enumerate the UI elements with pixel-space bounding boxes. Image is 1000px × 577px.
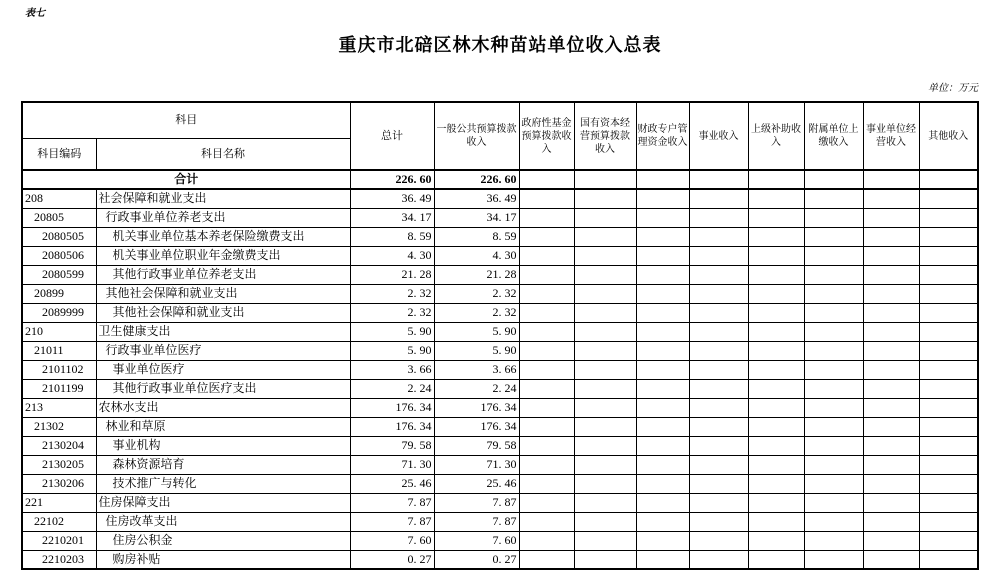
- header-state-capital-budget-income: 国有资本经营预算拨款收入: [574, 102, 636, 170]
- subject-name-cell: 卫生健康支出: [96, 322, 350, 341]
- empty-value-cell: [636, 417, 689, 436]
- empty-value-cell: [689, 379, 748, 398]
- general-public-budget-value-cell: 2. 32: [434, 303, 519, 322]
- empty-value-cell: [636, 303, 689, 322]
- empty-value-cell: [519, 303, 574, 322]
- total-value-cell: 7. 87: [350, 493, 434, 512]
- empty-value-cell: [519, 227, 574, 246]
- empty-value-cell: [574, 208, 636, 227]
- empty-value-cell: [574, 531, 636, 550]
- subject-name-cell: 其他行政事业单位医疗支出: [96, 379, 350, 398]
- empty-value-cell: [689, 189, 748, 208]
- empty-value-cell: [748, 550, 804, 569]
- table-row: [22, 284, 978, 303]
- table-row: [22, 322, 978, 341]
- subject-code-cell: 2210203: [22, 550, 96, 569]
- general-public-budget-value-cell: 25. 46: [434, 474, 519, 493]
- table-row: [22, 474, 978, 493]
- empty-value-cell: [574, 512, 636, 531]
- empty-value-cell: [574, 474, 636, 493]
- empty-value-cell: [804, 493, 863, 512]
- empty-value-cell: [919, 227, 978, 246]
- subject-name-cell: 森林资源培育: [96, 455, 350, 474]
- general-public-budget-value-cell: 7. 87: [434, 493, 519, 512]
- empty-value-cell: [519, 341, 574, 360]
- subject-code-cell: 210: [22, 322, 96, 341]
- empty-value-cell: [919, 531, 978, 550]
- total-value-cell: 4. 30: [350, 246, 434, 265]
- unit-note: 单位：万元: [928, 83, 978, 94]
- subject-code-cell: 21011: [22, 341, 96, 360]
- table-row: [22, 398, 978, 417]
- empty-value-cell: [636, 493, 689, 512]
- empty-value-cell: [748, 265, 804, 284]
- empty-value-cell: [804, 436, 863, 455]
- empty-value-cell: [519, 379, 574, 398]
- subject-name-cell: 农林水支出: [96, 398, 350, 417]
- empty-value-cell: [574, 341, 636, 360]
- header-superior-subsidy-income: 上级补助收入: [748, 102, 804, 170]
- empty-value-cell: [748, 303, 804, 322]
- empty-value-cell: [919, 265, 978, 284]
- general-public-budget-value-cell: 5. 90: [434, 341, 519, 360]
- subject-code-cell: 213: [22, 398, 96, 417]
- subject-code-cell: 2130204: [22, 436, 96, 455]
- header-affiliated-unit-remittance-income: 附属单位上缴收入: [804, 102, 863, 170]
- empty-value-cell: [748, 284, 804, 303]
- empty-value-cell: [804, 550, 863, 569]
- empty-value-cell: [519, 189, 574, 208]
- empty-value-cell: [689, 493, 748, 512]
- empty-value-cell: [689, 455, 748, 474]
- empty-value-cell: [574, 379, 636, 398]
- subject-code-cell: 2080506: [22, 246, 96, 265]
- empty-value-cell: [574, 360, 636, 379]
- empty-value-cell: [636, 550, 689, 569]
- empty-value-cell: [804, 417, 863, 436]
- subject-code-cell: 208: [22, 189, 96, 208]
- empty-value-cell: [689, 208, 748, 227]
- empty-value-cell: [919, 360, 978, 379]
- general-public-budget-value-cell: 21. 28: [434, 265, 519, 284]
- empty-value-cell: [519, 550, 574, 569]
- empty-value-cell: [689, 360, 748, 379]
- general-public-budget-value-cell: 3. 66: [434, 360, 519, 379]
- general-public-budget-value-cell: 4. 30: [434, 246, 519, 265]
- subject-code-cell: 20899: [22, 284, 96, 303]
- general-public-budget-value-cell: 5. 90: [434, 322, 519, 341]
- empty-value-cell: [919, 170, 978, 189]
- table-row: [22, 379, 978, 398]
- subject-name-cell: 机关事业单位职业年金缴费支出: [96, 246, 350, 265]
- subject-name-cell: 行政事业单位医疗: [96, 341, 350, 360]
- subject-name-cell: 社会保障和就业支出: [96, 189, 350, 208]
- empty-value-cell: [863, 265, 919, 284]
- empty-value-cell: [689, 284, 748, 303]
- empty-value-cell: [636, 474, 689, 493]
- subject-code-cell: 2089999: [22, 303, 96, 322]
- table-row: [22, 512, 978, 531]
- table-row: [22, 455, 978, 474]
- empty-value-cell: [519, 265, 574, 284]
- empty-value-cell: [689, 417, 748, 436]
- empty-value-cell: [689, 531, 748, 550]
- subject-name-cell: 其他社会保障和就业支出: [96, 284, 350, 303]
- table-row: [22, 360, 978, 379]
- general-public-budget-value-cell: 7. 87: [434, 512, 519, 531]
- empty-value-cell: [804, 531, 863, 550]
- empty-value-cell: [863, 284, 919, 303]
- general-public-budget-value-cell: 2. 24: [434, 379, 519, 398]
- total-row-label: 合计: [22, 170, 350, 189]
- total-value-cell: 3. 66: [350, 360, 434, 379]
- empty-value-cell: [804, 170, 863, 189]
- empty-value-cell: [863, 550, 919, 569]
- empty-value-cell: [863, 360, 919, 379]
- empty-value-cell: [748, 417, 804, 436]
- general-public-budget-value-cell: 34. 17: [434, 208, 519, 227]
- header-subject-code: 科目编码: [22, 138, 96, 170]
- subject-code-cell: 22102: [22, 512, 96, 531]
- empty-value-cell: [919, 436, 978, 455]
- total-value-cell: 34. 17: [350, 208, 434, 227]
- empty-value-cell: [919, 322, 978, 341]
- empty-value-cell: [519, 284, 574, 303]
- empty-value-cell: [574, 284, 636, 303]
- empty-value-cell: [804, 341, 863, 360]
- empty-value-cell: [804, 360, 863, 379]
- empty-value-cell: [863, 208, 919, 227]
- empty-value-cell: [919, 246, 978, 265]
- empty-value-cell: [919, 550, 978, 569]
- empty-value-cell: [804, 208, 863, 227]
- table-row: [22, 303, 978, 322]
- general-public-budget-value-cell: 71. 30: [434, 455, 519, 474]
- empty-value-cell: [863, 322, 919, 341]
- empty-value-cell: [863, 398, 919, 417]
- empty-value-cell: [636, 379, 689, 398]
- header-subject-name: 科目名称: [96, 138, 350, 170]
- empty-value-cell: [863, 379, 919, 398]
- header-government-fund-budget-income: 政府性基金预算拨款收入: [519, 102, 574, 170]
- empty-value-cell: [863, 246, 919, 265]
- empty-value-cell: [919, 474, 978, 493]
- empty-value-cell: [519, 246, 574, 265]
- empty-value-cell: [919, 208, 978, 227]
- empty-value-cell: [574, 493, 636, 512]
- empty-value-cell: [748, 455, 804, 474]
- subject-name-cell: 事业机构: [96, 436, 350, 455]
- total-row-total: 226. 60: [350, 170, 434, 189]
- total-value-cell: 176. 34: [350, 417, 434, 436]
- empty-value-cell: [804, 284, 863, 303]
- empty-value-cell: [863, 189, 919, 208]
- table-row: [22, 493, 978, 512]
- general-public-budget-value-cell: 36. 49: [434, 189, 519, 208]
- total-value-cell: 2. 32: [350, 303, 434, 322]
- empty-value-cell: [863, 341, 919, 360]
- general-public-budget-value-cell: 2. 32: [434, 284, 519, 303]
- empty-value-cell: [574, 417, 636, 436]
- empty-value-cell: [919, 189, 978, 208]
- empty-value-cell: [636, 265, 689, 284]
- table-row: [22, 227, 978, 246]
- empty-value-cell: [574, 550, 636, 569]
- empty-value-cell: [919, 398, 978, 417]
- subject-code-cell: 2101102: [22, 360, 96, 379]
- subject-code-cell: 2210201: [22, 531, 96, 550]
- subject-code-cell: 21302: [22, 417, 96, 436]
- total-value-cell: 7. 87: [350, 512, 434, 531]
- sheet-label: 表七: [25, 8, 45, 19]
- empty-value-cell: [748, 379, 804, 398]
- subject-name-cell: 其他行政事业单位养老支出: [96, 265, 350, 284]
- empty-value-cell: [748, 208, 804, 227]
- total-value-cell: 5. 90: [350, 341, 434, 360]
- empty-value-cell: [804, 474, 863, 493]
- table-row: [22, 436, 978, 455]
- subject-code-cell: 221: [22, 493, 96, 512]
- empty-value-cell: [748, 398, 804, 417]
- empty-value-cell: [748, 227, 804, 246]
- empty-value-cell: [863, 436, 919, 455]
- subject-code-cell: 20805: [22, 208, 96, 227]
- header-business-income: 事业收入: [689, 102, 748, 170]
- table-row: [22, 265, 978, 284]
- subject-name-cell: 机关事业单位基本养老保险缴费支出: [96, 227, 350, 246]
- table-row: [22, 189, 978, 208]
- table-row: [22, 341, 978, 360]
- empty-value-cell: [689, 398, 748, 417]
- empty-value-cell: [689, 512, 748, 531]
- header-other-income: 其他收入: [919, 102, 978, 170]
- empty-value-cell: [519, 208, 574, 227]
- empty-value-cell: [748, 360, 804, 379]
- total-value-cell: 71. 30: [350, 455, 434, 474]
- general-public-budget-value-cell: 176. 34: [434, 417, 519, 436]
- empty-value-cell: [863, 227, 919, 246]
- empty-value-cell: [636, 341, 689, 360]
- general-public-budget-value-cell: 0. 27: [434, 550, 519, 569]
- empty-value-cell: [863, 303, 919, 322]
- empty-value-cell: [919, 379, 978, 398]
- income-summary-table: [21, 101, 979, 570]
- total-value-cell: 5. 90: [350, 322, 434, 341]
- empty-value-cell: [919, 512, 978, 531]
- empty-value-cell: [636, 170, 689, 189]
- total-value-cell: 2. 24: [350, 379, 434, 398]
- empty-value-cell: [863, 455, 919, 474]
- header-subject: 科目: [22, 102, 350, 138]
- empty-value-cell: [863, 417, 919, 436]
- empty-value-cell: [689, 341, 748, 360]
- total-row-general-public-budget: 226. 60: [434, 170, 519, 189]
- empty-value-cell: [919, 303, 978, 322]
- empty-value-cell: [574, 227, 636, 246]
- header-total: 总计: [350, 102, 434, 170]
- table-row: [22, 531, 978, 550]
- empty-value-cell: [636, 512, 689, 531]
- total-value-cell: 0. 27: [350, 550, 434, 569]
- empty-value-cell: [689, 550, 748, 569]
- table-header: [22, 102, 978, 170]
- subject-name-cell: 事业单位医疗: [96, 360, 350, 379]
- empty-value-cell: [919, 493, 978, 512]
- empty-value-cell: [689, 474, 748, 493]
- empty-value-cell: [804, 303, 863, 322]
- empty-value-cell: [804, 512, 863, 531]
- empty-value-cell: [748, 189, 804, 208]
- empty-value-cell: [689, 265, 748, 284]
- general-public-budget-value-cell: 176. 34: [434, 398, 519, 417]
- empty-value-cell: [748, 246, 804, 265]
- empty-value-cell: [689, 246, 748, 265]
- empty-value-cell: [574, 265, 636, 284]
- general-public-budget-value-cell: 7. 60: [434, 531, 519, 550]
- empty-value-cell: [748, 493, 804, 512]
- empty-value-cell: [636, 284, 689, 303]
- subject-name-cell: 技术推广与转化: [96, 474, 350, 493]
- total-value-cell: 21. 28: [350, 265, 434, 284]
- empty-value-cell: [636, 531, 689, 550]
- empty-value-cell: [519, 322, 574, 341]
- empty-value-cell: [689, 227, 748, 246]
- empty-value-cell: [919, 341, 978, 360]
- empty-value-cell: [748, 512, 804, 531]
- empty-value-cell: [519, 170, 574, 189]
- table-row: [22, 550, 978, 569]
- empty-value-cell: [804, 265, 863, 284]
- empty-value-cell: [519, 360, 574, 379]
- empty-value-cell: [748, 170, 804, 189]
- header-row-1: [22, 102, 978, 138]
- total-value-cell: 25. 46: [350, 474, 434, 493]
- empty-value-cell: [636, 322, 689, 341]
- empty-value-cell: [689, 170, 748, 189]
- total-value-cell: 79. 58: [350, 436, 434, 455]
- subject-name-cell: 林业和草原: [96, 417, 350, 436]
- subject-code-cell: 2101199: [22, 379, 96, 398]
- empty-value-cell: [863, 493, 919, 512]
- empty-value-cell: [919, 284, 978, 303]
- empty-value-cell: [574, 170, 636, 189]
- subject-code-cell: 2080599: [22, 265, 96, 284]
- total-value-cell: 7. 60: [350, 531, 434, 550]
- empty-value-cell: [748, 474, 804, 493]
- empty-value-cell: [574, 322, 636, 341]
- empty-value-cell: [519, 455, 574, 474]
- subject-code-cell: 2080505: [22, 227, 96, 246]
- empty-value-cell: [919, 455, 978, 474]
- empty-value-cell: [636, 246, 689, 265]
- empty-value-cell: [804, 398, 863, 417]
- subject-name-cell: 住房保障支出: [96, 493, 350, 512]
- empty-value-cell: [689, 322, 748, 341]
- header-general-public-budget-income: 一般公共预算拨款收入: [434, 102, 519, 170]
- total-value-cell: 36. 49: [350, 189, 434, 208]
- empty-value-cell: [636, 227, 689, 246]
- subject-code-cell: 2130206: [22, 474, 96, 493]
- empty-value-cell: [863, 474, 919, 493]
- empty-value-cell: [748, 531, 804, 550]
- subject-name-cell: 住房改革支出: [96, 512, 350, 531]
- empty-value-cell: [804, 227, 863, 246]
- empty-value-cell: [519, 436, 574, 455]
- empty-value-cell: [748, 322, 804, 341]
- empty-value-cell: [863, 170, 919, 189]
- empty-value-cell: [574, 189, 636, 208]
- empty-value-cell: [574, 303, 636, 322]
- empty-value-cell: [689, 436, 748, 455]
- total-row: [22, 170, 978, 189]
- subject-name-cell: 行政事业单位养老支出: [96, 208, 350, 227]
- header-fiscal-special-account-income: 财政专户管理资金收入: [636, 102, 689, 170]
- empty-value-cell: [689, 303, 748, 322]
- empty-value-cell: [519, 531, 574, 550]
- empty-value-cell: [804, 379, 863, 398]
- empty-value-cell: [636, 360, 689, 379]
- empty-value-cell: [636, 455, 689, 474]
- empty-value-cell: [574, 246, 636, 265]
- header-public-institution-operating-income: 事业单位经营收入: [863, 102, 919, 170]
- empty-value-cell: [863, 512, 919, 531]
- empty-value-cell: [919, 417, 978, 436]
- total-value-cell: 2. 32: [350, 284, 434, 303]
- empty-value-cell: [636, 398, 689, 417]
- empty-value-cell: [519, 398, 574, 417]
- total-value-cell: 176. 34: [350, 398, 434, 417]
- empty-value-cell: [748, 436, 804, 455]
- subject-code-cell: 2130205: [22, 455, 96, 474]
- empty-value-cell: [804, 246, 863, 265]
- subject-name-cell: 其他社会保障和就业支出: [96, 303, 350, 322]
- table-row: [22, 417, 978, 436]
- empty-value-cell: [804, 189, 863, 208]
- table-row: [22, 246, 978, 265]
- total-value-cell: 8. 59: [350, 227, 434, 246]
- page-title: 重庆市北碚区林木种苗站单位收入总表: [338, 35, 662, 55]
- empty-value-cell: [574, 436, 636, 455]
- general-public-budget-value-cell: 79. 58: [434, 436, 519, 455]
- subject-name-cell: 住房公积金: [96, 531, 350, 550]
- empty-value-cell: [574, 455, 636, 474]
- table-row: [22, 208, 978, 227]
- empty-value-cell: [636, 189, 689, 208]
- empty-value-cell: [519, 493, 574, 512]
- empty-value-cell: [519, 474, 574, 493]
- empty-value-cell: [574, 398, 636, 417]
- table-body: [22, 170, 978, 569]
- empty-value-cell: [519, 512, 574, 531]
- empty-value-cell: [804, 455, 863, 474]
- general-public-budget-value-cell: 8. 59: [434, 227, 519, 246]
- empty-value-cell: [863, 531, 919, 550]
- empty-value-cell: [636, 208, 689, 227]
- empty-value-cell: [804, 322, 863, 341]
- empty-value-cell: [636, 436, 689, 455]
- empty-value-cell: [519, 417, 574, 436]
- empty-value-cell: [748, 341, 804, 360]
- subject-name-cell: 购房补贴: [96, 550, 350, 569]
